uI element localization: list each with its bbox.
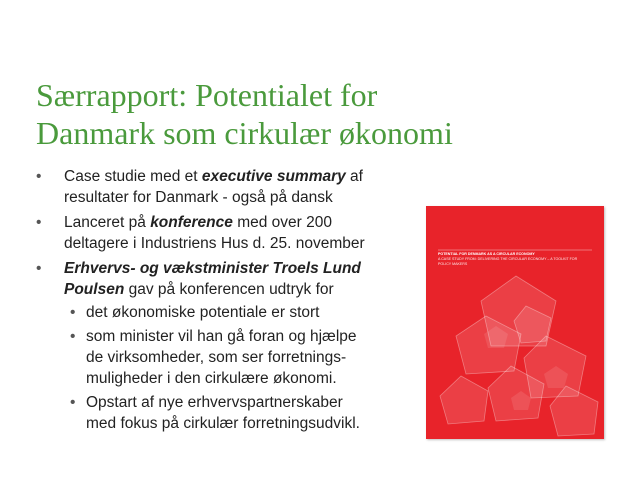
bullet-text: Lanceret på	[64, 214, 151, 231]
sub-bullet-text: som minister vil han gå foran og hjælpe	[86, 328, 357, 345]
sub-bullet-list	[64, 302, 406, 434]
sub-bullet-partnerships	[64, 392, 406, 434]
cover-title	[438, 252, 588, 266]
bullet-conference	[36, 212, 406, 254]
sub-bullet-minister-help	[64, 326, 406, 389]
title-line-2: Danmark som cirkulær økonomi	[36, 115, 453, 151]
bullet-emphasis: konference	[150, 214, 233, 231]
bullet-text: deltagere i Industriens Hus d. 25. november	[64, 235, 365, 252]
sub-bullet-text: det økonomiske potentiale er stort	[86, 304, 320, 321]
cover-title-text: POTENTIAL FOR DENMARK AS A CIRCULAR ECONOMY	[438, 252, 535, 256]
title-line-1: Særrapport: Potentialet for	[36, 77, 378, 113]
bullet-emphasis: Erhvervs- og vækstminister Troels Lund	[64, 260, 361, 277]
bullet-list	[36, 166, 406, 438]
sub-bullet-text: Opstart af nye erhvervspartnerskaber	[86, 394, 343, 411]
bullet-minister	[36, 258, 406, 434]
bullet-emphasis: executive summary	[201, 168, 346, 185]
sub-bullet-potential	[64, 302, 406, 323]
report-cover-image	[426, 206, 604, 439]
sub-bullet-text: de virksomheder, som ser forretnings-	[86, 349, 347, 366]
bullet-text: med over 200	[232, 214, 332, 231]
cover-pentagon-pattern	[426, 206, 604, 439]
bullet-case-study	[36, 166, 406, 208]
bullet-text: gav på konferencen udtryk for	[124, 281, 334, 298]
sub-bullet-text: muligheder i den cirkulære økonomi.	[86, 370, 337, 387]
sub-bullet-text: med fokus på cirkulær forretningsudvikl.	[86, 415, 360, 432]
bullet-text: af	[345, 168, 363, 185]
bullet-emphasis: Poulsen	[64, 281, 125, 298]
cover-subtitle-text: A CASE STUDY FROM: DELIVERING THE CIRCULAR ECONOMY – A TOOLKIT FOR POLICY MAKERS	[438, 257, 578, 266]
bullet-text: Case studie med et	[64, 168, 202, 185]
slide-title	[36, 76, 596, 152]
bullet-text: resultater for Danmark - også på dansk	[64, 189, 333, 206]
